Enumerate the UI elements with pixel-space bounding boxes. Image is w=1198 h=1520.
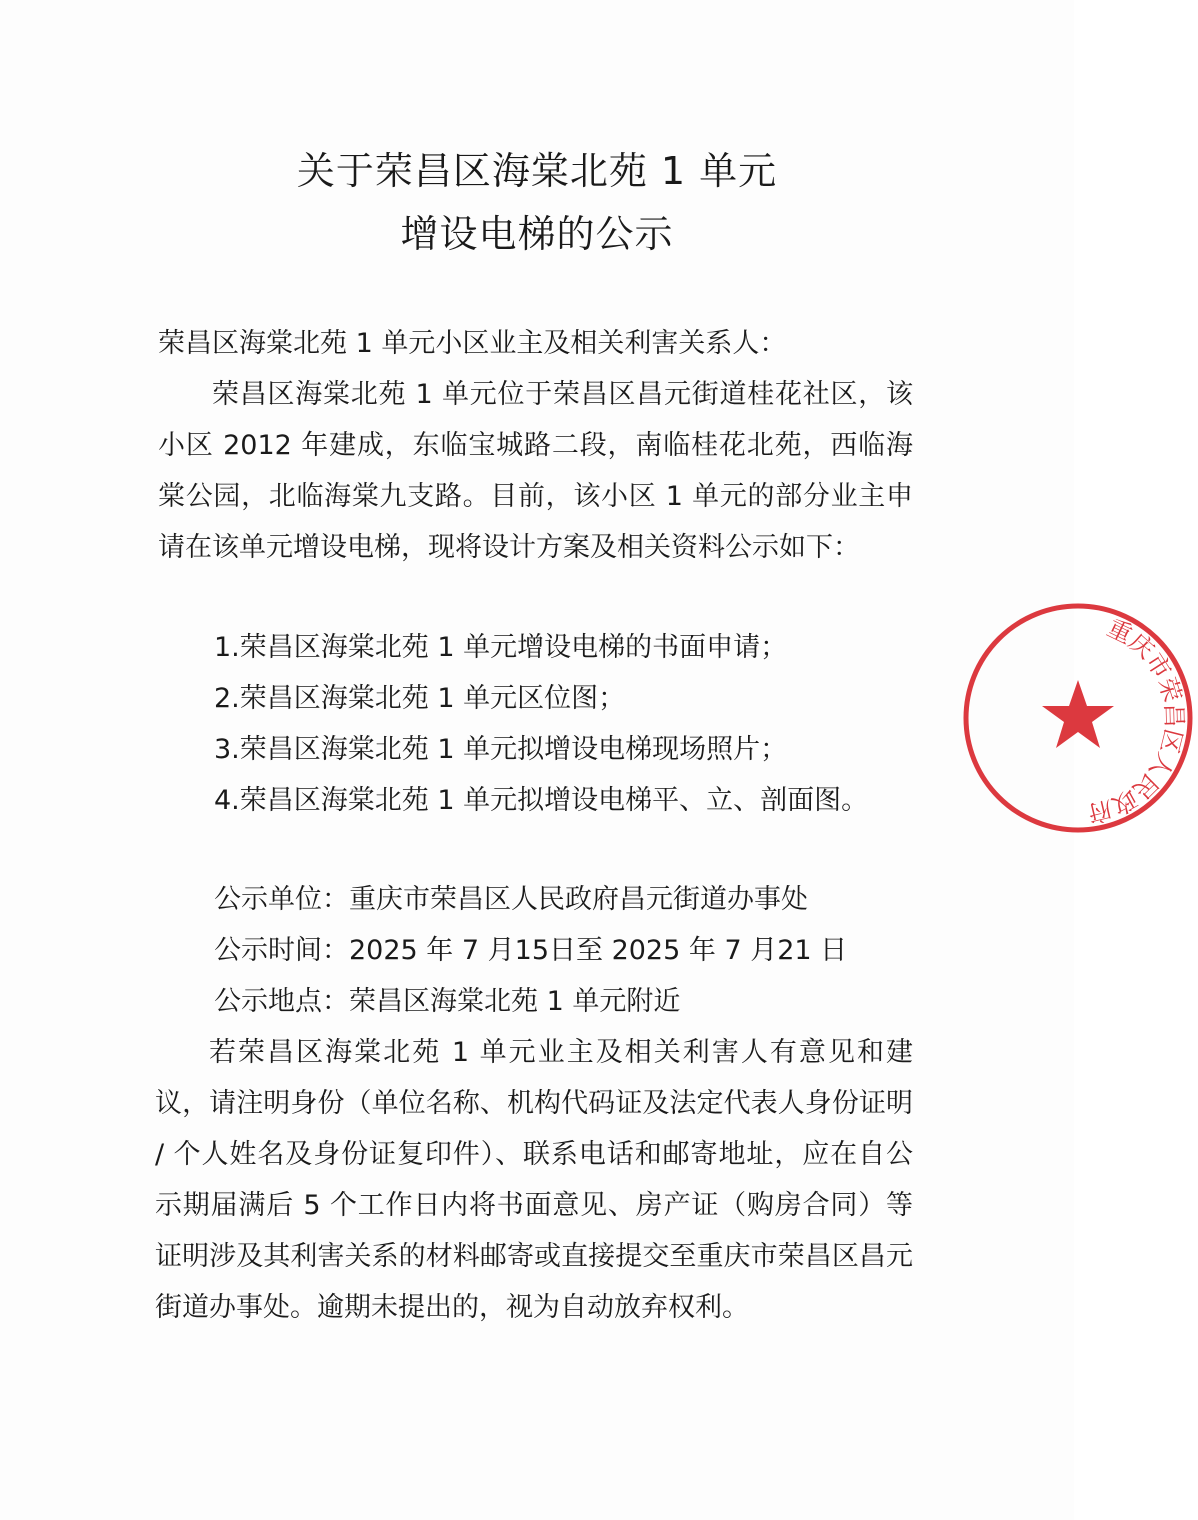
svg-text:重庆市荣昌区人民政府: 重庆市荣昌区人民政府 <box>1085 613 1189 828</box>
intro-paragraph: 荣昌区海棠北苑 1 单元位于荣昌区昌元街道桂花社区，该小区 2012 年建成，东临宝城路二段，南临桂花北苑，西临海棠公园，北临海棠九支路。目前，该小区 1 单元的部分业主申请在该单元增设电梯，现将设计方案及相关资料公示如下： <box>158 379 913 563</box>
document-list-item: 2.荣昌区海棠北苑 1 单元区位图； <box>214 683 626 714</box>
notice-unit: 公示单位：重庆市荣昌区人民政府昌元街道办事处 <box>214 884 808 915</box>
objection-paragraph: 若荣昌区海棠北苑 1 单元业主及相关利害人有意见和建议，请注明身份（单位名称、机构代码证及法定代表人身份证明 / 个人姓名及身份证复印件）、联系电话和邮寄地址，应在自公示期届满后 5 个工作日内将书面意见、房产证（购房合同）等证明涉及其利害关系的材料邮寄或直接提交至重庆市荣昌区昌元街道办事处。逾期未提出的，视为自动放弃权利。 <box>155 1037 913 1323</box>
salutation: 荣昌区海棠北苑 1 单元小区业主及相关利害关系人： <box>158 328 787 359</box>
document-list <box>214 622 868 826</box>
document-list-item: 1.荣昌区海棠北苑 1 单元增设电梯的书面申请； <box>214 632 788 663</box>
star-icon <box>1042 680 1114 748</box>
document-title-line-2: 增设电梯的公示 <box>400 212 674 256</box>
document-title-line-1: 关于荣昌区海棠北苑 1 单元 <box>296 149 778 193</box>
notice-time: 公示时间：2025 年 7 月15日至 2025 年 7 月21 日 <box>214 935 848 966</box>
document-list-item: 3.荣昌区海棠北苑 1 单元拟增设电梯现场照片； <box>214 734 788 765</box>
notice-info <box>214 874 847 1027</box>
document-list-item: 4.荣昌区海棠北苑 1 单元拟增设电梯平、立、剖面图。 <box>214 785 869 816</box>
notice-place: 公示地点：荣昌区海棠北苑 1 单元附近 <box>214 986 681 1017</box>
official-seal-stamp <box>958 598 1198 838</box>
